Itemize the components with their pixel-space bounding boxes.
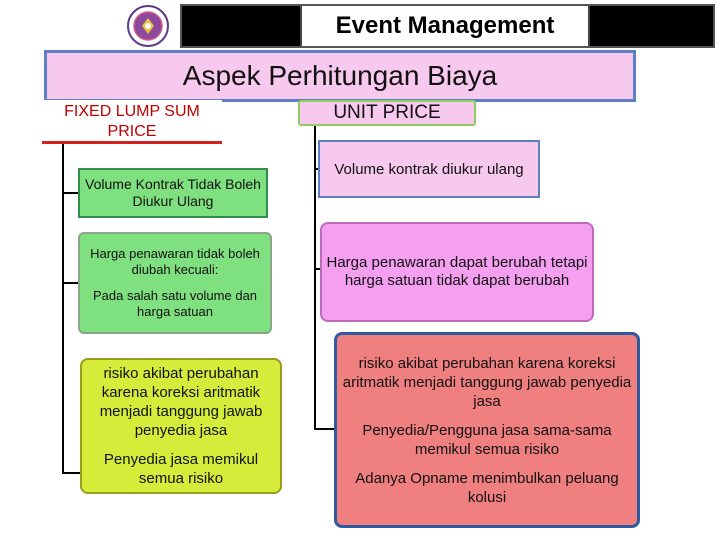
left-box-harga: [78, 232, 272, 334]
right-connector-vertical: [314, 126, 316, 430]
box-text: Pada salah satu volume dan harga satuan: [92, 288, 258, 319]
box-text: Adanya Opname menimbulkan peluang kolusi: [355, 469, 619, 506]
left-connector-1: [62, 192, 78, 194]
left-connector-3: [62, 472, 80, 474]
box-text: Volume Kontrak Tidak Boleh Diukur Ulang: [85, 176, 261, 209]
box-text: Harga penawaran tidak boleh diubah kecuali:: [90, 246, 260, 277]
box-text: risiko akibat perubahan karena koreksi aritmatik menjadi tanggung jawab penyedia jasa: [342, 354, 632, 410]
left-box-volume: [78, 168, 268, 218]
left-box-risiko: [80, 358, 282, 494]
box-text: Volume kontrak diukur ulang: [334, 160, 524, 178]
right-box-harga: [320, 222, 594, 322]
box-text: risiko akibat perubahan karena koreksi aritmatik menjadi tanggung jawab penyedia jasa: [99, 365, 263, 439]
presentation-title: Event Management: [300, 6, 590, 46]
right-connector-3: [314, 428, 334, 430]
left-connector-2: [62, 282, 78, 284]
fixed-lump-sum-heading: FIXED LUMP SUM PRICE: [42, 100, 222, 144]
box-text: Harga penawaran dapat berubah tetapi harga satuan tidak dapat berubah: [326, 254, 588, 289]
box-text: Penyedia jasa memikul semua risiko: [103, 451, 259, 487]
unit-price-heading: UNIT PRICE: [298, 100, 476, 126]
box-text: Penyedia/Pengguna jasa sama-sama memikul semua risiko: [362, 421, 612, 458]
main-heading: Aspek Perhitungan Biaya: [44, 50, 636, 102]
right-box-volume: [318, 140, 540, 198]
university-logo: [118, 4, 178, 48]
right-box-risiko: [334, 332, 640, 528]
